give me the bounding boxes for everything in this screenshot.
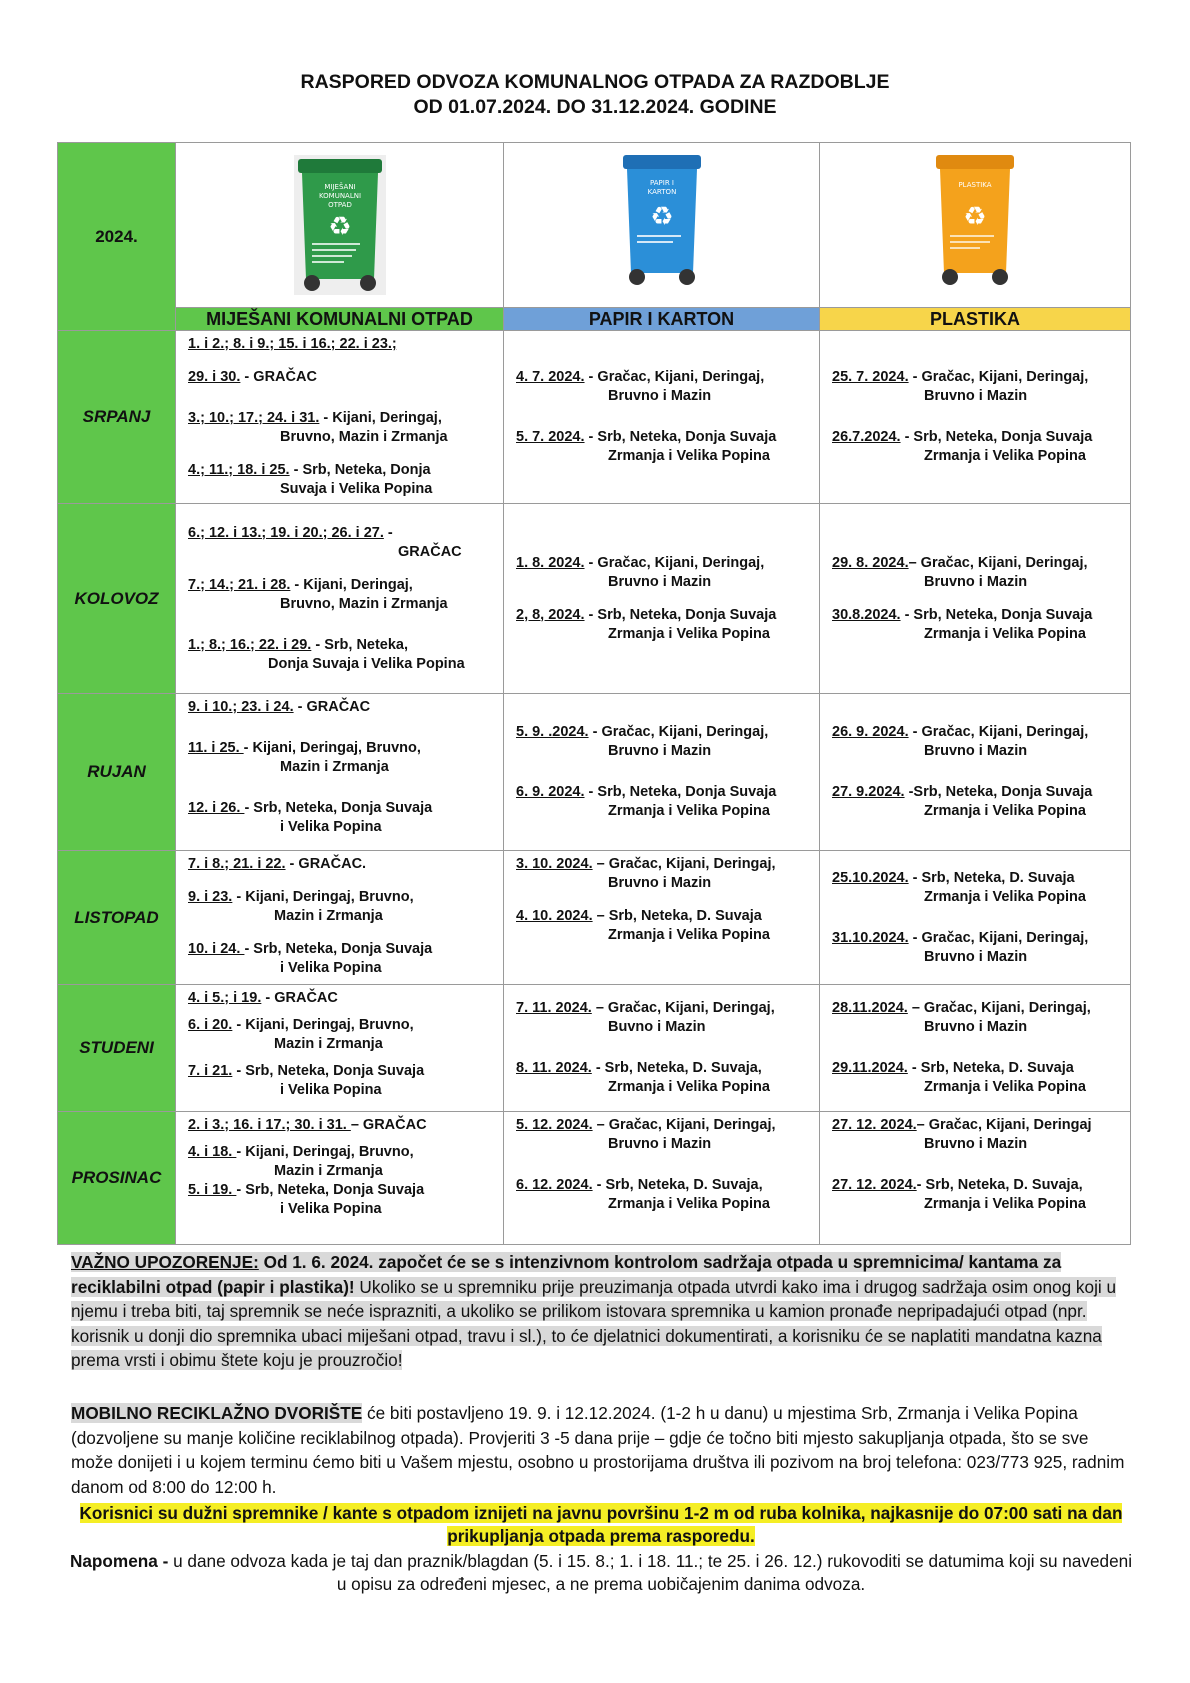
entry-places: - GRAČAC	[261, 990, 338, 1006]
entry-places: -Srb, Neteka, Donja Suvaja	[904, 784, 1093, 800]
notice-text: Ukoliko se u spremniku prije preuzimanja otpada utvrdi kako ima i drugog sadržaja osim onog koji u njemu i treba biti, taj spremnik se neće isprazniti, a ukoliko se prilikom istovara spremnika u kamion pronađe nepripadajući otpad (npr. korisnik u donji dio spremnika ubaci miješani otpad, travu i sl.), to će djelatnici dokumentirati, a korisniku će se naplatiti mandatna kazna prema vrsti i obimu štete koju je prouzročio!	[71, 1276, 1117, 1370]
entry-dates: 29. i 30.	[188, 369, 241, 385]
entry-places-cont: Zrmanja i Velika Popina	[608, 625, 770, 642]
schedule-entry	[188, 888, 495, 926]
entry-places-cont: i Velika Popina	[280, 1201, 382, 1217]
entry-dates: 3. 10. 2024.	[516, 856, 593, 872]
entry-places-cont: Donja Suvaja i Velika Popina	[268, 655, 465, 672]
entry-places: - Srb, Neteka, D. Suvaja,	[591, 1060, 762, 1076]
entry-dates: 1.; 8.; 16.; 22. i 29.	[188, 636, 312, 653]
svg-text:PAPIR I: PAPIR I	[649, 179, 674, 187]
entry-places-cont: Zrmanja i Velika Popina	[608, 927, 770, 943]
entry-places-cont: Zrmanja i Velika Popina	[924, 1196, 1086, 1212]
entry-dates: 3.; 10.; 17.; 24. i 31.	[188, 410, 320, 426]
schedule-entry	[516, 855, 811, 893]
entry-dates: 5. 12. 2024.	[516, 1117, 593, 1133]
schedule-entry	[188, 855, 495, 874]
obligation-text: Korisnici su dužni spremnike / kante s otpadom iznijeti na javnu površinu 1-2 m od ruba kolnika, najkasnije do 07:00 sati na dan prikupljanja otpada prema rasporedu.	[79, 1503, 1123, 1546]
month-row	[58, 1112, 1131, 1245]
paper-cell	[504, 504, 820, 694]
schedule-entry	[832, 1176, 1122, 1214]
schedule-entry	[188, 989, 495, 1008]
entry-places: – Gračac, Kijani, Deringaj,	[592, 1117, 776, 1133]
entry-dates: 12. i 26.	[188, 800, 245, 816]
mixed-cell	[176, 504, 504, 694]
entry-dates: 31.10.2024.	[832, 929, 909, 946]
note-text: u dane odvoza kada je taj dan praznik/blagdan (5. i 15. 8.; 1. i 18. 11.; te 25. i 26. 12.) rukovoditi se datumima koji su navedeni u opisu za određeni mjesec, a ne prema uobičajenim danima odvoza.	[168, 1551, 1133, 1594]
entry-places-cont: Bruvno i Mazin	[608, 875, 712, 891]
schedule-entry	[832, 1116, 1122, 1154]
month-name: STUDENI	[58, 985, 176, 1112]
entry-dates: 9. i 23.	[188, 889, 233, 905]
entry-dates: 4. i 5.; i 19.	[188, 990, 262, 1006]
entry-dates: 6. 9. 2024.	[516, 784, 585, 800]
entry-dates: 2, 8, 2024.	[516, 606, 585, 623]
entry-places: - Srb, Neteka, Donja Suvaja	[584, 429, 777, 445]
schedule-entry	[188, 524, 495, 562]
schedule-entry	[516, 783, 811, 821]
entry-places: - Gračac, Kijani, Deringaj,	[584, 554, 765, 571]
plastic-cell	[820, 851, 1131, 985]
entry-places: - GRAČAC.	[285, 856, 367, 872]
notice-bold-text: Od 1. 6. 2024. započet će se s intenzivnom kontrolom sadržaja otpada u spremnicima/ kantama za reciklabilni otpad (papir i plastika)!	[71, 1252, 1062, 1297]
entry-places: - Srb, Neteka,	[311, 636, 409, 653]
entry-dates: 9. i 10.; 23. i 24.	[188, 699, 294, 715]
mixed-waste-header: MIJEŠANI KOMUNALNI OTPAD	[176, 308, 504, 331]
entry-places-cont: Bruvno i Mazin	[924, 573, 1028, 590]
svg-text:MIJEŠANI: MIJEŠANI	[323, 183, 356, 191]
schedule-entry	[188, 698, 495, 717]
entry-places-cont: Bruvno, Mazin i Zrmanja	[280, 429, 448, 445]
entry-places: - Srb, Neteka, D. Suvaja,	[592, 1177, 763, 1193]
schedule-entry	[832, 428, 1122, 466]
entry-dates: 11. i 25.	[188, 740, 244, 756]
entry-places-cont: Zrmanja i Velika Popina	[924, 1079, 1086, 1095]
month-name: KOLOVOZ	[58, 504, 176, 694]
entry-places: - Srb, Neteka, Donja Suvaja	[584, 784, 777, 800]
entry-places: – Gračac, Kijani, Deringaj,	[591, 1000, 775, 1016]
mobile-yard-text: će biti postavljeno 19. 9. i 12.12.2024. (1-2 h u danu) u mjestima Srb, Zrmanja i Velika Popina (dozvoljene su manje količine reciklabilnog otpada). Provjeriti 3 -5 dana prije – gdje će točno biti mjesto sakupljanja otpada, što se sve može donijeti i u kojem terminu ćemo biti u Vašem mjestu, osobno u prostorijama društva ili pozivom na broj telefona: 023/773 925, radnim danom od 8:00 do 12:00 h.	[71, 1403, 1125, 1497]
plastic-cell	[820, 331, 1131, 504]
entry-places: - Kijani, Deringaj,	[290, 576, 413, 593]
schedule-entry	[188, 1016, 495, 1054]
entry-places-cont: Suvaja i Velika Popina	[280, 481, 433, 497]
entry-places: - GRAČAC	[293, 699, 371, 715]
schedule-entry	[516, 554, 811, 592]
entry-places-cont: Zrmanja i Velika Popina	[924, 803, 1086, 819]
schedule-entry	[188, 368, 495, 387]
entry-dates: 29. 8. 2024.	[832, 554, 909, 571]
schedule-entry	[516, 1059, 811, 1097]
entry-places: – Gračac, Kijani, Deringaj,	[907, 1000, 1091, 1016]
entry-places: - Gračac, Kijani, Deringaj,	[908, 369, 1089, 385]
entry-dates: 27. 9.2024.	[832, 784, 905, 800]
entry-places-cont: i Velika Popina	[280, 960, 382, 976]
entry-places-cont: Zrmanja i Velika Popina	[924, 448, 1086, 464]
entry-dates: 5. i 19.	[188, 1182, 237, 1198]
schedule-entry	[188, 409, 495, 447]
important-notice	[71, 1250, 1131, 1373]
entry-places: - Srb, Neteka, Donja Suvaja	[900, 429, 1093, 445]
entry-places: - Srb, Neteka, D. Suvaja	[907, 1060, 1074, 1076]
plastic-cell	[820, 1112, 1131, 1245]
entry-dates: 6. i 20.	[188, 1017, 233, 1033]
green-bin-cell	[176, 143, 504, 308]
month-row	[58, 694, 1131, 851]
plastic-header: PLASTIKA	[820, 308, 1131, 331]
blue-bin-cell	[504, 143, 820, 308]
entry-places: - Srb, Neteka, Donja Suvaja	[244, 800, 433, 816]
entry-dates: 25.10.2024.	[832, 869, 909, 886]
entry-places: - Srb, Neteka, Donja	[289, 462, 431, 478]
entry-places-cont: Zrmanja i Velika Popina	[608, 1196, 770, 1212]
svg-text:KARTON: KARTON	[647, 188, 676, 196]
entry-places: - Srb, Neteka, Donja Suvaja	[584, 606, 777, 623]
month-row	[58, 504, 1131, 694]
mobile-yard-heading: MOBILNO RECIKLAŽNO DVORIŠTE	[71, 1403, 363, 1423]
mixed-cell	[176, 851, 504, 985]
schedule-entry	[832, 929, 1122, 967]
mixed-cell	[176, 331, 504, 504]
svg-text:♻: ♻	[649, 202, 674, 232]
mixed-cell	[176, 1112, 504, 1245]
svg-text:♻: ♻	[327, 212, 352, 242]
entry-dates: 6. 12. 2024.	[516, 1177, 593, 1193]
paper-cell	[504, 694, 820, 851]
entry-dates: 5. 7. 2024.	[516, 429, 585, 445]
entry-places-cont: Bruvno i Mazin	[608, 743, 712, 759]
entry-dates: 26. 9. 2024.	[832, 724, 909, 740]
entry-dates: 7. i 21.	[188, 1063, 233, 1079]
month-row	[58, 985, 1131, 1112]
entry-places-cont: Mazin i Zrmanja	[274, 1163, 383, 1179]
note-label: Napomena -	[69, 1551, 169, 1571]
schedule-table	[57, 142, 1131, 1245]
entry-dates: 7. i 8.; 21. i 22.	[188, 856, 286, 872]
schedule-entry	[516, 1116, 811, 1154]
schedule-entry	[516, 428, 811, 466]
entry-places: - Kijani, Deringaj, Bruvno,	[232, 1017, 414, 1033]
title-line-2: OD 01.07.2024. DO 31.12.2024. GODINE	[413, 96, 777, 118]
month-row	[58, 851, 1131, 985]
entry-places: - GRAČAC	[240, 369, 317, 385]
entry-dates: 30.8.2024.	[832, 606, 901, 623]
entry-dates: 6.; 12. i 13.; 19. i 20.; 26. i 27.	[188, 524, 384, 541]
entry-dates: 8. 11. 2024.	[516, 1060, 592, 1076]
mixed-cell	[176, 985, 504, 1112]
entry-places-cont: Zrmanja i Velika Popina	[608, 448, 770, 464]
svg-text:PLASTIKA: PLASTIKA	[958, 181, 992, 189]
schedule-entry	[832, 554, 1122, 592]
entry-places: - Srb, Neteka, Donja Suvaja	[900, 606, 1093, 623]
entry-places-cont: Bruvno i Mazin	[924, 388, 1028, 404]
schedule-entry	[188, 739, 495, 777]
schedule-entry	[188, 636, 495, 674]
entry-dates: 25. 7. 2024.	[832, 369, 909, 385]
schedule-entry	[188, 940, 495, 978]
entry-dates: 28.11.2024.	[832, 1000, 908, 1016]
entry-places: - Srb, Neteka, Donja Suvaja	[236, 1182, 425, 1198]
entry-places: - Gračac, Kijani, Deringaj,	[588, 724, 769, 740]
obligation-notice	[66, 1502, 1136, 1548]
schedule-entry	[832, 783, 1122, 821]
mixed-cell	[176, 694, 504, 851]
category-header-row	[58, 308, 1131, 331]
entry-places-cont: Bruvno i Mazin	[924, 1136, 1028, 1152]
entry-places-cont: Bruvno i Mazin	[608, 388, 712, 404]
month-row	[58, 331, 1131, 504]
schedule-entry	[832, 606, 1122, 644]
schedule-entry	[516, 606, 811, 644]
schedule-entry	[832, 368, 1122, 406]
entry-places: - Gračac, Kijani, Deringaj,	[908, 929, 1089, 946]
schedule-entry	[832, 1059, 1122, 1097]
entry-places: – Srb, Neteka, D. Suvaja	[592, 908, 762, 924]
entry-places: -	[383, 524, 393, 541]
schedule-entry	[516, 999, 811, 1037]
document-title	[0, 70, 1190, 120]
entry-dates: 1. 8. 2024.	[516, 554, 585, 571]
svg-text:KOMUNALNI: KOMUNALNI	[318, 192, 361, 200]
paper-cell	[504, 851, 820, 985]
paper-cell	[504, 1112, 820, 1245]
entry-places-cont: Zrmanja i Velika Popina	[608, 803, 770, 819]
schedule-entry	[188, 1062, 495, 1100]
schedule-entry	[832, 999, 1122, 1037]
notice-heading: VAŽNO UPOZORENJE:	[71, 1252, 259, 1272]
entry-places: – Gračac, Kijani, Deringaj,	[908, 554, 1088, 571]
entry-places-cont: Bruvno i Mazin	[608, 1136, 712, 1152]
entry-dates: 5. 9. .2024.	[516, 724, 589, 740]
entry-places: - Kijani, Deringaj, Bruvno,	[243, 740, 421, 756]
entry-dates: 1. i 2.; 8. i 9.; 15. i 16.; 22. i 23.;	[188, 336, 397, 352]
entry-places-cont: Zrmanja i Velika Popina	[924, 625, 1086, 642]
schedule-entry	[516, 907, 811, 945]
plastic-cell	[820, 985, 1131, 1112]
entry-places-cont: i Velika Popina	[280, 819, 382, 835]
entry-places-cont: Bruvno, Mazin i Zrmanja	[280, 595, 448, 612]
entry-dates: 2. i 3.; 16. i 17.; 30. i 31.	[188, 1117, 351, 1133]
entry-dates: 27. 12. 2024.	[832, 1117, 917, 1133]
schedule-entry	[188, 1116, 495, 1135]
green-bin-image	[290, 151, 390, 299]
entry-places-cont: Mazin i Zrmanja	[280, 759, 389, 775]
entry-dates: 29.11.2024.	[832, 1060, 908, 1076]
month-name: PROSINAC	[58, 1112, 176, 1245]
entry-places: - Srb, Neteka, D. Suvaja	[908, 869, 1075, 886]
entry-places-cont: Mazin i Zrmanja	[274, 1036, 383, 1052]
schedule-entry	[188, 335, 495, 354]
bins-image-row	[58, 143, 1131, 308]
entry-dates: 26.7.2024.	[832, 429, 901, 445]
entry-places: - Kijani, Deringaj, Bruvno,	[236, 1144, 414, 1160]
entry-places: – Gračac, Kijani, Deringaj,	[592, 856, 776, 872]
entry-places-cont: Zrmanja i Velika Popina	[608, 1079, 770, 1095]
entry-dates: 7. 11. 2024.	[516, 1000, 592, 1016]
entry-places: - Srb, Neteka, D. Suvaja,	[916, 1177, 1083, 1193]
month-name: LISTOPAD	[58, 851, 176, 985]
schedule-entry	[188, 461, 495, 499]
entry-places-cont: Bruvno i Mazin	[608, 573, 712, 590]
schedule-entry	[832, 869, 1122, 907]
entry-places-cont: Bruvno i Mazin	[924, 948, 1028, 965]
entry-places-cont: Bruvno i Mazin	[924, 743, 1028, 759]
schedule-entry	[516, 368, 811, 406]
month-name: SRPANJ	[58, 331, 176, 504]
schedule-entry	[188, 576, 495, 614]
entry-places: - Srb, Neteka, Donja Suvaja	[232, 1063, 425, 1079]
schedule-entry	[188, 799, 495, 837]
entry-dates: 7.; 14.; 21. i 28.	[188, 576, 291, 593]
svg-text:♻: ♻	[963, 202, 987, 232]
yellow-bin-cell	[820, 143, 1131, 308]
entry-dates: 4. 10. 2024.	[516, 908, 593, 924]
plastic-cell	[820, 694, 1131, 851]
entry-places-cont: Buvno i Mazin	[608, 1019, 706, 1035]
entry-places-cont: Mazin i Zrmanja	[274, 908, 383, 924]
entry-places: - Gračac, Kijani, Deringaj,	[584, 369, 765, 385]
entry-dates: 27. 12. 2024.	[832, 1177, 917, 1193]
schedule-entry	[188, 1143, 495, 1181]
entry-places: - Kijani, Deringaj,	[319, 410, 442, 426]
schedule-entry	[188, 1181, 495, 1219]
paper-cell	[504, 985, 820, 1112]
schedule-entry	[516, 723, 811, 761]
month-name: RUJAN	[58, 694, 176, 851]
entry-places: – Gračac, Kijani, Deringaj	[916, 1117, 1092, 1133]
entry-places-cont: Bruvno i Mazin	[924, 1019, 1028, 1035]
schedule-entry	[516, 1176, 811, 1214]
entry-places: - Kijani, Deringaj, Bruvno,	[232, 889, 414, 905]
paper-header: PAPIR I KARTON	[504, 308, 820, 331]
title-line-1: RASPORED ODVOZA KOMUNALNOG OTPADA ZA RAZDOBLJE	[300, 71, 890, 93]
entry-dates: 4. i 18.	[188, 1144, 237, 1160]
year-label: 2024.	[58, 143, 176, 331]
note	[66, 1550, 1136, 1596]
plastic-cell	[820, 504, 1131, 694]
schedule-entry	[832, 723, 1122, 761]
blue-bin-image	[617, 151, 707, 291]
entry-dates: 4.; 11.; 18. i 25.	[188, 462, 290, 478]
entry-places-cont: i Velika Popina	[280, 1082, 382, 1098]
entry-places-cont: Zrmanja i Velika Popina	[924, 888, 1086, 905]
mobile-recycling-yard	[71, 1401, 1131, 1499]
entry-places-cont: GRAČAC	[398, 543, 462, 560]
yellow-bin-image	[930, 151, 1020, 291]
entry-places: – GRAČAC	[350, 1117, 427, 1133]
svg-text:OTPAD: OTPAD	[327, 201, 352, 209]
entry-dates: 4. 7. 2024.	[516, 369, 585, 385]
entry-places: - Srb, Neteka, Donja Suvaja	[244, 941, 433, 957]
paper-cell	[504, 331, 820, 504]
entry-dates: 10. i 24.	[188, 941, 245, 957]
entry-places: - Gračac, Kijani, Deringaj,	[908, 724, 1089, 740]
